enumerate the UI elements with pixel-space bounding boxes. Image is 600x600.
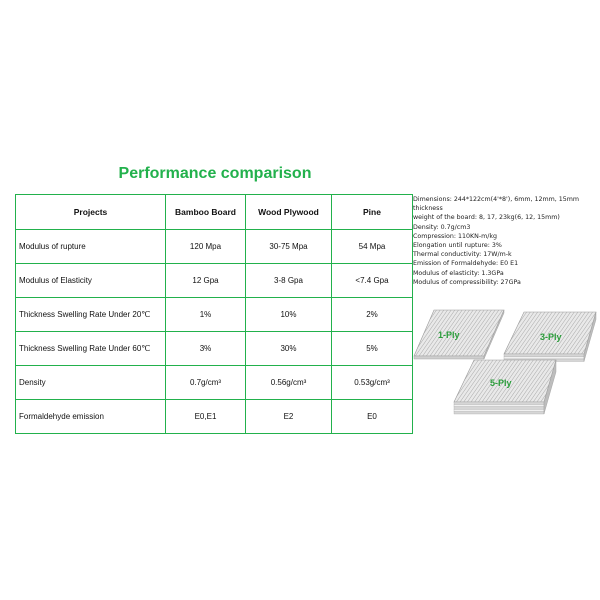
spec-line: thickness: [413, 205, 443, 213]
spec-line: Modulus of elasticity: 1.3GPa: [413, 269, 504, 277]
cell-pine: E0: [332, 400, 413, 434]
cell-pine: 0.53g/cm³: [332, 366, 413, 400]
cell-pine: <7.4 Gpa: [332, 264, 413, 298]
table-row: [16, 230, 413, 264]
performance-table: [15, 194, 413, 434]
table-header-row: [16, 195, 413, 230]
header-bamboo-board: Bamboo Board: [166, 195, 246, 230]
row-label: Thickness Swelling Rate Under 20℃: [16, 298, 166, 332]
spec-line: Thermal conductivity: 17W/m-k: [413, 251, 512, 259]
header-wood-plywood: Wood Plywood: [246, 195, 332, 230]
spec-line: Modulus of compressibility: 27GPa: [413, 278, 521, 286]
row-label: Formaldehyde emission: [16, 400, 166, 434]
three-ply-label: 3-Ply: [540, 332, 562, 342]
ply-boards-illustration: [412, 308, 598, 428]
spec-list: [413, 195, 598, 287]
cell-plywood: 30-75 Mpa: [246, 230, 332, 264]
five-ply-label: 5-Ply: [490, 378, 512, 388]
cell-plywood: E2: [246, 400, 332, 434]
row-label: Modulus of Elasticity: [16, 264, 166, 298]
cell-bamboo: 1%: [166, 298, 246, 332]
spec-line: Dimensions: 244*122cm(4'*8'), 6mm, 12mm, 15mm: [413, 196, 580, 203]
cell-plywood: 3-8 Gpa: [246, 264, 332, 298]
table-row: [16, 366, 413, 400]
cell-bamboo: 120 Mpa: [166, 230, 246, 264]
spec-line: Elongation until rupture: 3%: [413, 242, 502, 250]
row-label: Modulus of rupture: [16, 230, 166, 264]
page-title: Performance comparison: [118, 165, 312, 182]
cell-pine: 5%: [332, 332, 413, 366]
table-row: [16, 332, 413, 366]
spec-line: Compression: 110KN-m/kg: [413, 232, 498, 240]
cell-bamboo: E0,E1: [166, 400, 246, 434]
cell-plywood: 30%: [246, 332, 332, 366]
cell-bamboo: 3%: [166, 332, 246, 366]
table-row: [16, 264, 413, 298]
header-projects: Projects: [16, 195, 166, 230]
row-label: Thickness Swelling Rate Under 60℃: [16, 332, 166, 366]
table-row: [16, 400, 413, 434]
cell-pine: 54 Mpa: [332, 230, 413, 264]
cell-bamboo: 12 Gpa: [166, 264, 246, 298]
cell-bamboo: 0.7g/cm³: [166, 366, 246, 400]
row-label: Density: [16, 366, 166, 400]
one-ply-label: 1-Ply: [438, 330, 460, 340]
table-row: [16, 298, 413, 332]
cell-plywood: 10%: [246, 298, 332, 332]
header-pine: Pine: [332, 195, 413, 230]
cell-pine: 2%: [332, 298, 413, 332]
spec-line: Emission of Formaldehyde: E0 E1: [413, 260, 519, 268]
one-ply-board: [414, 310, 504, 359]
cell-plywood: 0.56g/cm³: [246, 366, 332, 400]
spec-line: weight of the board: 8, 17, 23kg(6, 12, 15mm): [413, 214, 560, 222]
three-ply-board: [504, 312, 596, 362]
five-ply-board: [454, 360, 556, 414]
spec-line: Density: 0.7g/cm3: [413, 223, 471, 231]
